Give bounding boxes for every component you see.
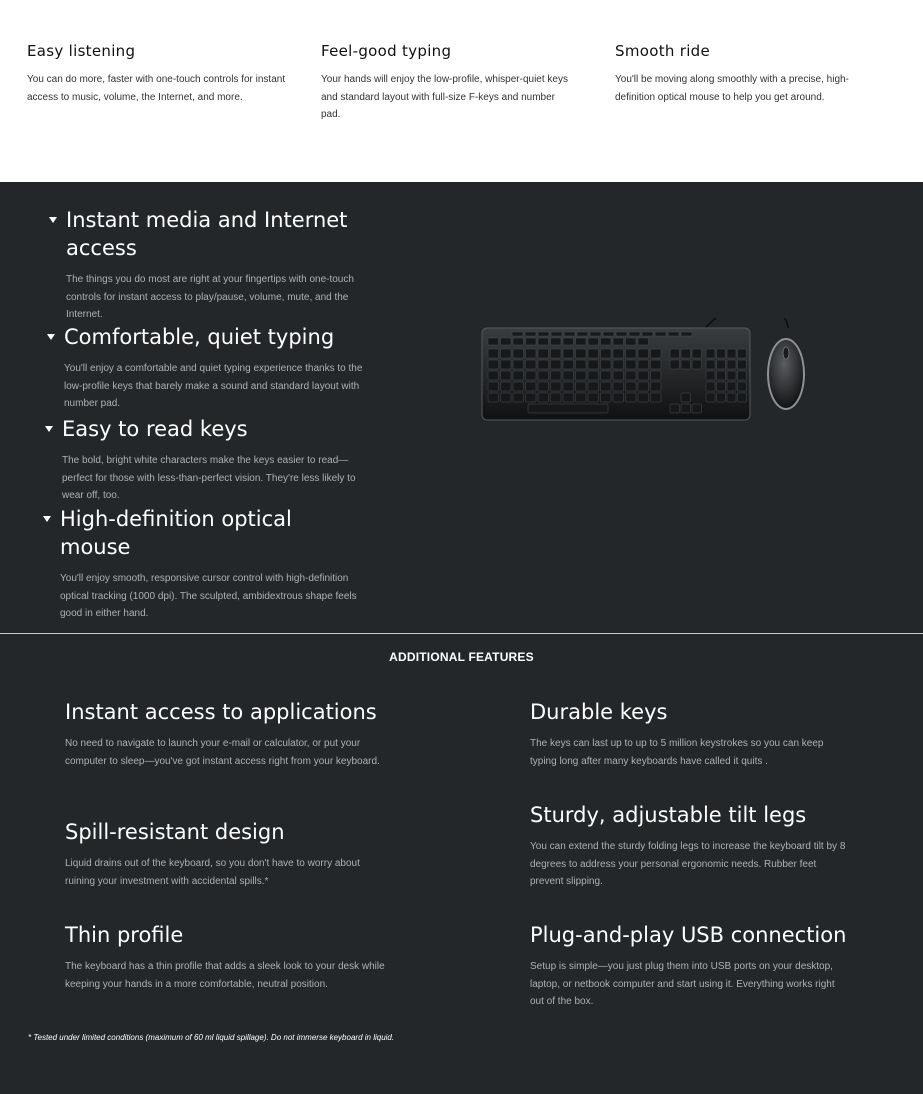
af-text: No need to navigate to launch your e-mail or calculator, or put your computer to sleep—you've got instant access right from your keyboard. bbox=[65, 738, 380, 767]
keyboard-key bbox=[576, 382, 587, 391]
keyboard-key bbox=[601, 349, 612, 358]
keyboard-key bbox=[513, 393, 524, 402]
keyboard-key bbox=[501, 360, 512, 369]
keyboard-key bbox=[613, 349, 624, 358]
keyboard-key bbox=[512, 332, 523, 336]
keyboard-key bbox=[488, 360, 499, 369]
keyboard-key bbox=[526, 393, 537, 402]
feature-title: Easy to read keys bbox=[62, 417, 248, 441]
keyboard-key bbox=[638, 349, 649, 358]
keyboard-key bbox=[501, 393, 512, 402]
keyboard-key bbox=[738, 371, 747, 380]
keyboard-key bbox=[692, 360, 702, 369]
keyboard-key bbox=[638, 393, 649, 402]
keyboard-key bbox=[538, 332, 549, 336]
keyboard-key bbox=[577, 332, 588, 336]
keyboard-key bbox=[576, 371, 587, 380]
keyboard-key bbox=[513, 360, 524, 369]
keyboard-key bbox=[727, 360, 736, 369]
keyboard-key bbox=[588, 338, 599, 345]
keyboard-key bbox=[717, 371, 726, 380]
top-feature-title: Smooth ride bbox=[615, 42, 711, 60]
keyboard-key bbox=[563, 371, 574, 380]
keyboard-key bbox=[638, 360, 649, 369]
top-feature-feel-good-typing bbox=[321, 42, 591, 124]
section-divider bbox=[0, 633, 923, 634]
keyboard-key bbox=[538, 371, 549, 380]
keyboard-key bbox=[681, 393, 691, 402]
keyboard-key bbox=[501, 371, 512, 380]
keyboard-key bbox=[681, 404, 691, 413]
keyboard-key bbox=[738, 393, 747, 402]
af-title: Instant access to applications bbox=[65, 700, 377, 724]
keyboard-key bbox=[588, 360, 599, 369]
keyboard-key bbox=[717, 393, 726, 402]
feature-comfortable-typing[interactable] bbox=[64, 323, 364, 413]
keyboard-key bbox=[668, 332, 679, 336]
keyboard-key bbox=[601, 360, 612, 369]
af-title: Plug-and-play USB connection bbox=[530, 923, 847, 947]
keyboard-key bbox=[706, 382, 715, 391]
keyboard-key bbox=[651, 360, 662, 369]
keyboard-key bbox=[576, 338, 587, 345]
keyboard-key bbox=[601, 338, 612, 345]
keyboard-key bbox=[488, 393, 499, 402]
af-thin-profile bbox=[65, 921, 395, 993]
feature-text: The bold, bright white characters make the keys easier to read—perfect for those with less-than-perfect vision. They're less likely to wear off, too. bbox=[62, 455, 356, 501]
top-feature-smooth-ride bbox=[615, 42, 885, 106]
keyboard-key bbox=[588, 382, 599, 391]
keyboard-key bbox=[576, 393, 587, 402]
keyboard-key bbox=[526, 338, 537, 345]
af-title: Thin profile bbox=[65, 923, 184, 947]
keyboard-key bbox=[738, 360, 747, 369]
keyboard-key bbox=[638, 371, 649, 380]
keyboard-key bbox=[626, 371, 637, 380]
top-feature-title: Easy listening bbox=[27, 42, 136, 60]
keyboard-key bbox=[706, 371, 715, 380]
keyboard-key bbox=[738, 382, 747, 391]
af-usb-connection bbox=[530, 921, 860, 1011]
keyboard-key bbox=[626, 338, 637, 345]
top-feature-text: You can do more, faster with one-touch controls for instant access to music, volume, the Internet, and more. bbox=[27, 74, 286, 103]
keyboard-key bbox=[488, 382, 499, 391]
keyboard-key bbox=[551, 338, 562, 345]
feature-title: Instant media and Internet access bbox=[66, 208, 348, 260]
keyboard-key bbox=[681, 332, 692, 336]
keyboard-key bbox=[738, 349, 747, 358]
keyboard-key bbox=[551, 332, 562, 336]
keyboard-key bbox=[513, 382, 524, 391]
keyboard-key bbox=[670, 349, 680, 358]
keyboard-key bbox=[717, 360, 726, 369]
keyboard-key bbox=[526, 360, 537, 369]
footnote: * Tested under limited conditions (maximum of 60 ml liquid spillage). Do not immerse keyboard in liquid. bbox=[28, 1033, 395, 1042]
feature-title: High-definition optical mouse bbox=[60, 507, 292, 559]
af-text: The keyboard has a thin profile that adds a sleek look to your desk while keeping your hands in a more comfortable, neutral position. bbox=[65, 961, 385, 990]
caret-down-icon[interactable] bbox=[45, 426, 53, 432]
keyboard-key bbox=[551, 349, 562, 358]
keyboard-key bbox=[642, 332, 653, 336]
feature-title: Comfortable, quiet typing bbox=[64, 325, 335, 349]
keyboard-key bbox=[717, 382, 726, 391]
keyboard-key bbox=[670, 404, 680, 413]
caret-down-icon[interactable] bbox=[49, 217, 57, 223]
af-title: Durable keys bbox=[530, 700, 668, 724]
keyboard-key bbox=[590, 332, 601, 336]
keyboard-key bbox=[538, 349, 549, 358]
keyboard-key bbox=[706, 393, 715, 402]
keyboard-key bbox=[651, 349, 662, 358]
keyboard-key bbox=[526, 371, 537, 380]
keyboard-key bbox=[538, 393, 549, 402]
af-text: Setup is simple—you just plug them into USB ports on your desktop, laptop, or netbook computer and start using it. Everything works right out of the box. bbox=[530, 961, 835, 1007]
keyboard-key bbox=[501, 382, 512, 391]
keyboard-key bbox=[563, 349, 574, 358]
caret-down-icon[interactable] bbox=[43, 516, 51, 522]
keyboard-key bbox=[513, 338, 524, 345]
keyboard-key bbox=[692, 349, 702, 358]
top-feature-title: Feel-good typing bbox=[321, 42, 452, 60]
keyboard-key bbox=[525, 332, 536, 336]
keyboard-key bbox=[651, 382, 662, 391]
keyboard-key bbox=[681, 349, 691, 358]
keyboard-key bbox=[670, 360, 680, 369]
af-title: Spill-resistant design bbox=[65, 820, 285, 844]
keyboard-key bbox=[616, 332, 627, 336]
keyboard-key bbox=[588, 349, 599, 358]
feature-instant-media[interactable] bbox=[66, 206, 366, 324]
feature-optical-mouse[interactable] bbox=[60, 505, 357, 623]
keyboard-key bbox=[501, 349, 512, 358]
top-feature-text: You'll be moving along smoothly with a precise, high-definition optical mouse to help you get around. bbox=[615, 74, 849, 103]
keyboard-key bbox=[613, 360, 624, 369]
keyboard-key bbox=[551, 393, 562, 402]
af-title: Sturdy, adjustable tilt legs bbox=[530, 803, 807, 827]
keyboard-key bbox=[626, 349, 637, 358]
top-feature-text: Your hands will enjoy the low-profile, whisper-quiet keys and standard layout with full-size F-keys and number pad. bbox=[321, 74, 568, 120]
af-tilt-legs bbox=[530, 801, 860, 891]
keyboard-key bbox=[551, 360, 562, 369]
feature-text: The things you do most are right at your fingertips with one-touch controls for instant access to play/pause, volume, mute, and the Internet. bbox=[66, 274, 354, 320]
af-text: Liquid drains out of the keyboard, so you don't have to worry about ruining your investment with accidental spills.* bbox=[65, 858, 360, 887]
keyboard-key bbox=[601, 382, 612, 391]
keyboard-key bbox=[717, 349, 726, 358]
keyboard-key bbox=[526, 382, 537, 391]
keyboard-key bbox=[564, 332, 575, 336]
keyboard-key bbox=[613, 338, 624, 345]
keyboard-mouse-image bbox=[478, 318, 818, 423]
keyboard-key bbox=[588, 371, 599, 380]
keyboard-key bbox=[638, 382, 649, 391]
keyboard-key bbox=[727, 393, 736, 402]
keyboard-key bbox=[629, 332, 640, 336]
keyboard-key bbox=[626, 382, 637, 391]
additional-features-heading: ADDITIONAL FEATURES bbox=[389, 650, 534, 664]
keyboard-key bbox=[563, 338, 574, 345]
keyboard-key bbox=[613, 371, 624, 380]
keyboard-key bbox=[551, 382, 562, 391]
keyboard-key bbox=[576, 360, 587, 369]
keyboard-key bbox=[576, 349, 587, 358]
af-text: You can extend the sturdy folding legs to increase the keyboard tilt by 8 degrees to address your personal ergonomic needs. Rubber feet prevent slipping. bbox=[530, 841, 846, 887]
keyboard-key bbox=[563, 393, 574, 402]
keyboard-mouse-illustration bbox=[478, 318, 818, 423]
keyboard-key bbox=[488, 371, 499, 380]
keyboard-key bbox=[538, 360, 549, 369]
caret-down-icon[interactable] bbox=[47, 334, 55, 340]
keyboard-key bbox=[626, 360, 637, 369]
keyboard-key bbox=[706, 349, 715, 358]
keyboard-key bbox=[601, 393, 612, 402]
keyboard-key bbox=[651, 371, 662, 380]
keyboard-key bbox=[727, 382, 736, 391]
top-features bbox=[0, 0, 923, 182]
feature-easy-read-keys[interactable] bbox=[62, 415, 362, 505]
af-text: The keys can last up to up to 5 million keystrokes so you can keep typing long after many keyboards have called it quits . bbox=[530, 738, 824, 767]
keyboard-key bbox=[613, 393, 624, 402]
feature-text: You'll enjoy a comfortable and quiet typing experience thanks to the low-profile keys that barely make a sound and standard layout with number pad. bbox=[64, 363, 363, 409]
af-spill-resistant bbox=[65, 818, 395, 890]
keyboard-key bbox=[655, 332, 666, 336]
keyboard-key bbox=[526, 349, 537, 358]
keyboard-key bbox=[603, 332, 614, 336]
keyboard-key bbox=[588, 393, 599, 402]
keyboard-key bbox=[727, 371, 736, 380]
af-instant-access bbox=[65, 698, 395, 770]
keyboard-key bbox=[626, 393, 637, 402]
keyboard-key bbox=[538, 338, 549, 345]
keyboard-key bbox=[488, 349, 499, 358]
keyboard-key bbox=[681, 360, 691, 369]
keyboard-key bbox=[727, 349, 736, 358]
keyboard-key bbox=[538, 382, 549, 391]
keyboard-key bbox=[513, 371, 524, 380]
keyboard-key bbox=[563, 360, 574, 369]
keyboard-key bbox=[528, 404, 608, 413]
keyboard-key bbox=[651, 393, 662, 402]
keyboard-key bbox=[501, 338, 512, 345]
keyboard-key bbox=[488, 338, 499, 345]
feature-text: You'll enjoy smooth, responsive cursor control with high-definition optical tracking (1000 dpi). The sculpted, ambidextrous shape feels good in either hand. bbox=[60, 573, 357, 619]
keyboard-key bbox=[706, 360, 715, 369]
keyboard-key bbox=[563, 382, 574, 391]
keyboard-key bbox=[551, 371, 562, 380]
top-feature-easy-listening bbox=[27, 42, 297, 106]
keyboard-key bbox=[638, 338, 649, 345]
keyboard-key bbox=[513, 349, 524, 358]
keyboard-key bbox=[692, 404, 702, 413]
keyboard-key bbox=[613, 382, 624, 391]
af-durable-keys bbox=[530, 698, 860, 770]
keyboard-key bbox=[601, 371, 612, 380]
